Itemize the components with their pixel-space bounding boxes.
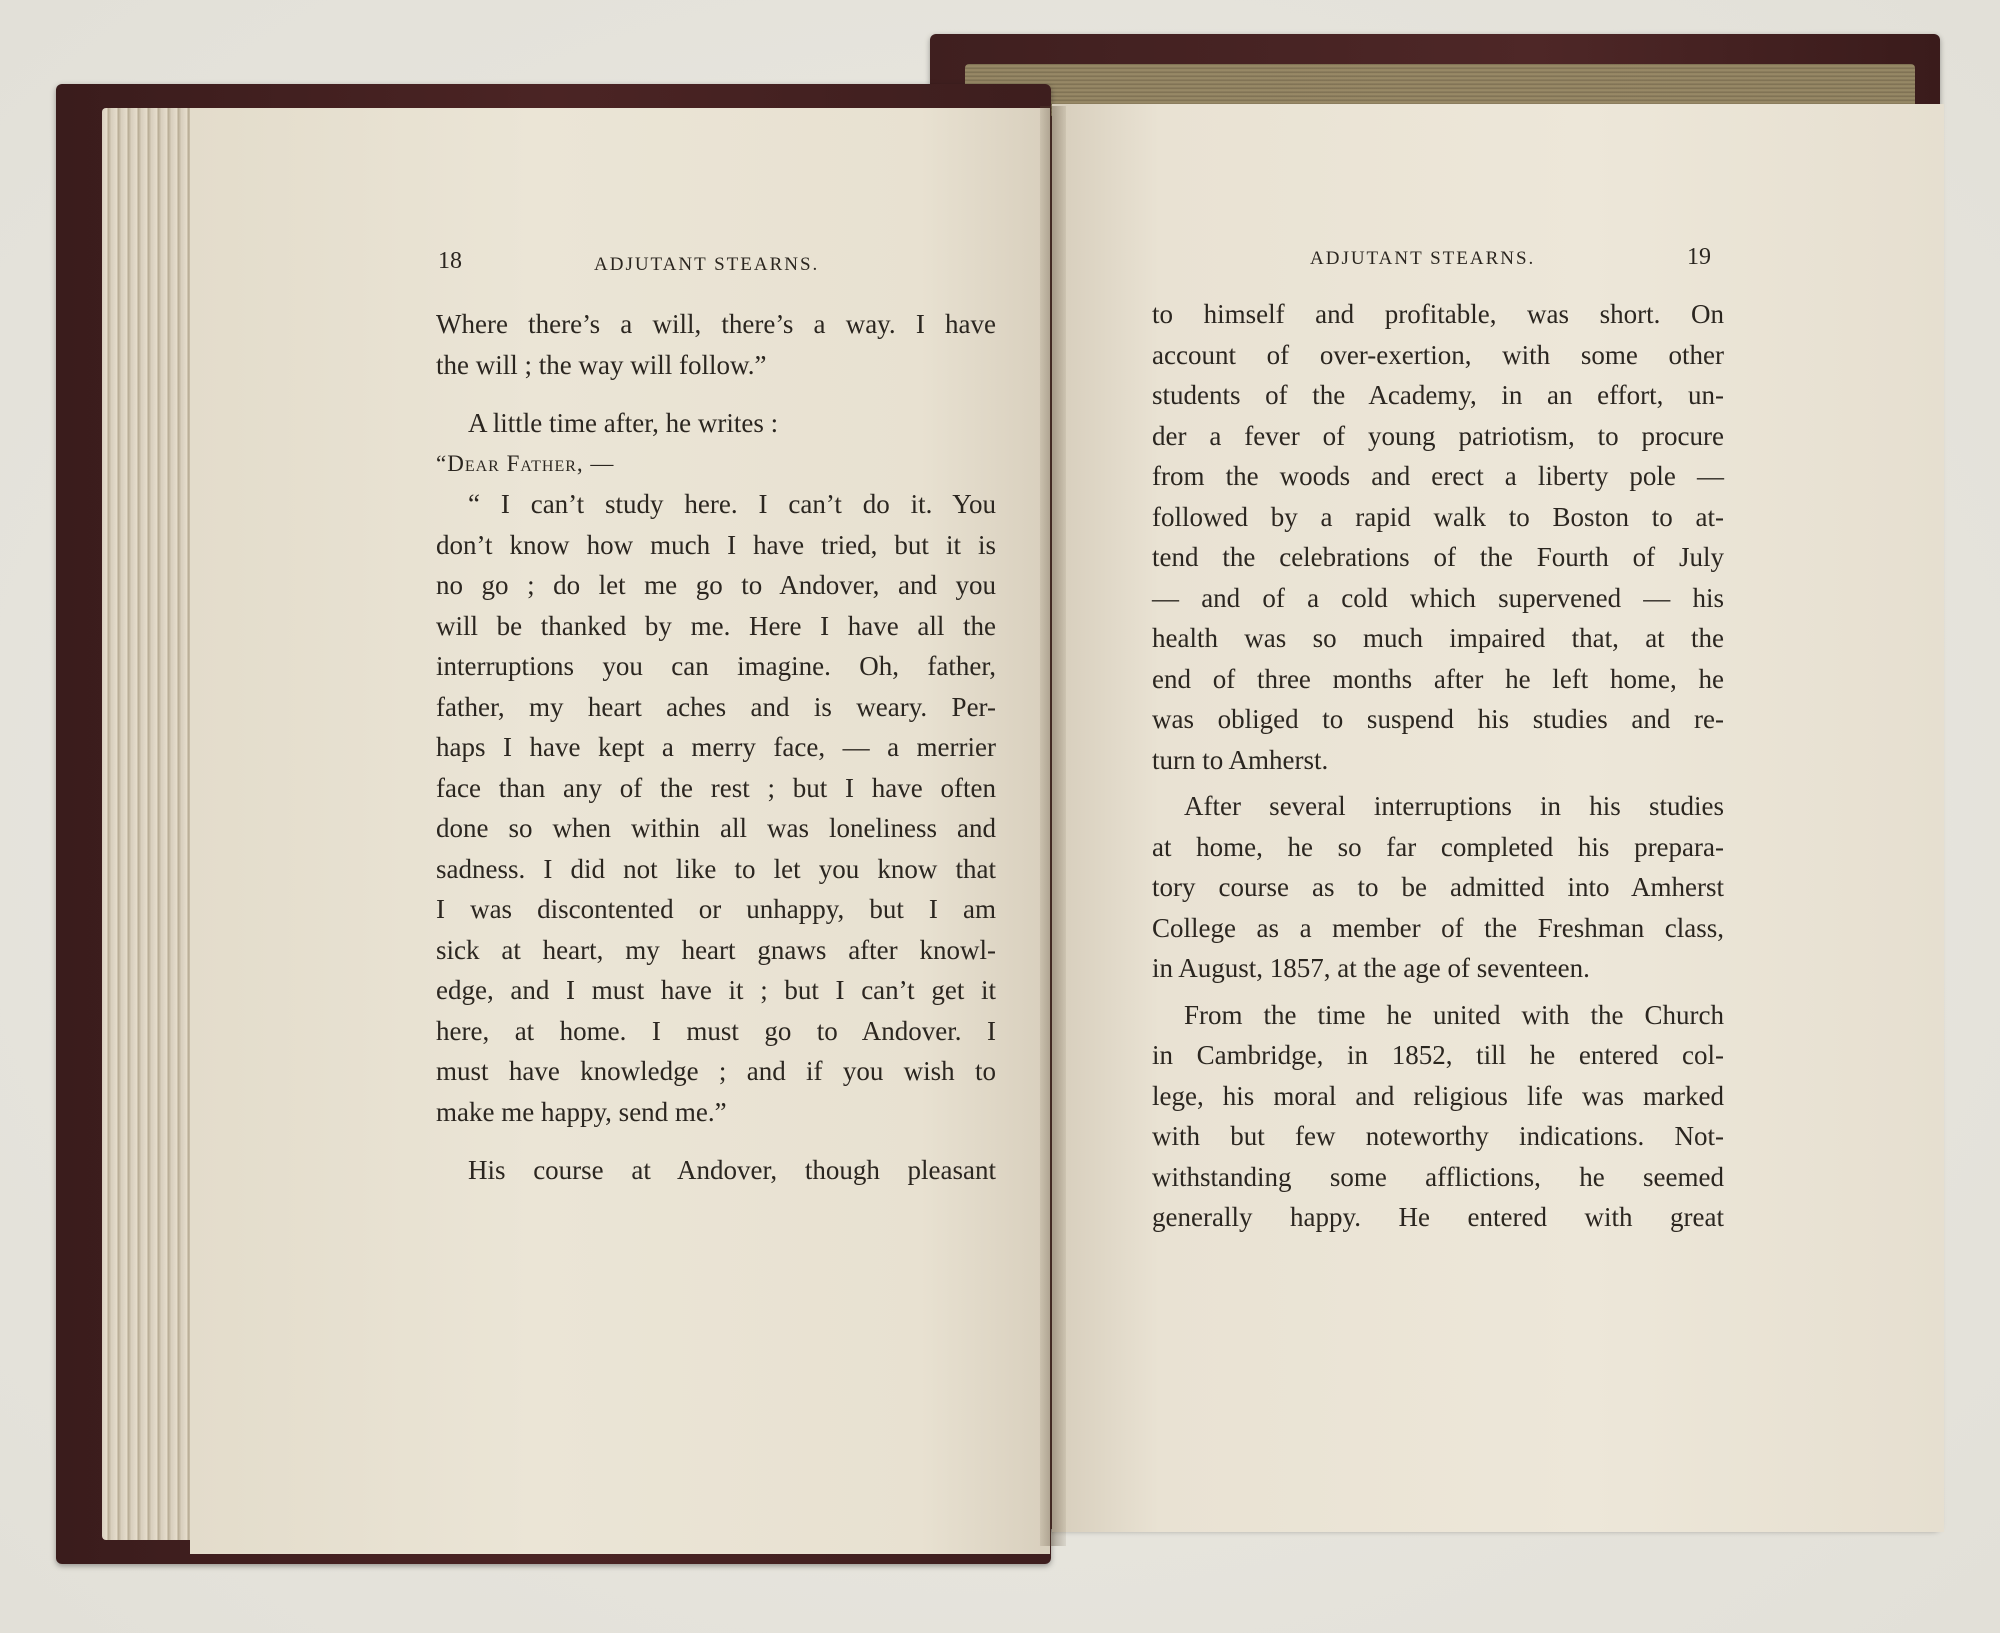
text-line: in August, 1857, at the age of seventeen. [1152,953,1590,983]
text-line: was obliged to suspend his studies and re- [1152,704,1724,734]
text-line: the will ; the way will follow.” [436,349,767,380]
text-line: “Dear Father, — [436,450,615,476]
text-line: with but few noteworthy indications. Not- [1152,1121,1724,1151]
text-line: withstanding some afflictions, he seemed [1152,1161,1724,1192]
text-line: — and of a cold which supervened — his [1152,582,1724,613]
text-line: A little time after, he writes : [468,408,779,438]
text-line: end of three months after he left home, he [1152,663,1724,694]
text-line: to himself and profitable, was short. On [1152,299,1724,329]
left-page-number: 18 [438,248,462,274]
right-running-head: ADJUTANT STEARNS. [1310,248,1536,269]
text-line: must have knowledge ; and if you wish to [436,1056,996,1086]
text-line: students of the Academy, in an effort, un- [1152,380,1724,410]
left-page-text [436,304,996,1191]
text-line: generally happy. He entered with great [1152,1202,1724,1232]
text-line [436,1132,996,1150]
text-line: at home, he so far completed his prepara- [1152,831,1724,862]
text-line: After several interruptions in his studies [1184,791,1724,821]
text-line: face than any of the rest ; but I have often [436,772,996,803]
text-line: der a fever of young patriotism, to procure [1152,420,1724,451]
book-gutter [1040,106,1066,1546]
text-line: followed by a rapid walk to Boston to at- [1152,501,1724,532]
text-line: I was discontented or unhappy, but I am [436,894,996,924]
text-line: from the woods and erect a liberty pole — [1152,461,1724,491]
text-line: account of over-exertion, with some other [1152,339,1724,370]
text-line: no go ; do let me go to Andover, and you [436,570,996,600]
text-line: in Cambridge, in 1852, till he entered col- [1152,1040,1724,1070]
text-line: Where there’s a will, there’s a way. I have [436,309,996,339]
text-line: will be thanked by me. Here I have all the [436,610,996,641]
text-line [436,385,996,403]
text-line: sadness. I did not like to let you know that [436,853,996,884]
text-line: health was so much impaired that, at the [1152,623,1724,653]
left-running-head: ADJUTANT STEARNS. [594,254,820,275]
right-page-number: 19 [1687,244,1711,270]
text-line: haps I have kept a merry face, — a merrier [436,732,996,762]
text-line: make me happy, send me.” [436,1096,727,1127]
text-line: “ I can’t study here. I can’t do it. You [468,489,996,519]
right-page-text [1152,294,1724,1238]
text-line: From the time he united with the Church [1184,999,1724,1030]
text-line: tend the celebrations of the Fourth of July [1152,542,1724,572]
text-line: don’t know how much I have tried, but it is [436,529,996,560]
text-line: lege, his moral and religious life was marked [1152,1080,1724,1111]
text-line: sick at heart, my heart gnaws after knowl- [436,934,996,965]
text-line: College as a member of the Freshman class, [1152,912,1724,943]
page-stack-edges [102,108,202,1540]
text-line: turn to Amherst. [1152,744,1329,775]
text-line: done so when within all was loneliness and [436,813,996,843]
text-line: interruptions you can imagine. Oh, father, [436,651,996,681]
text-line: father, my heart aches and is weary. Per- [436,691,996,722]
text-line: tory course as to be admitted into Amherst [1152,872,1724,902]
text-line: His course at Andover, though pleasant [468,1155,996,1185]
text-line: edge, and I must have it ; but I can’t get it [436,975,996,1005]
text-line: here, at home. I must go to Andover. I [436,1015,996,1046]
